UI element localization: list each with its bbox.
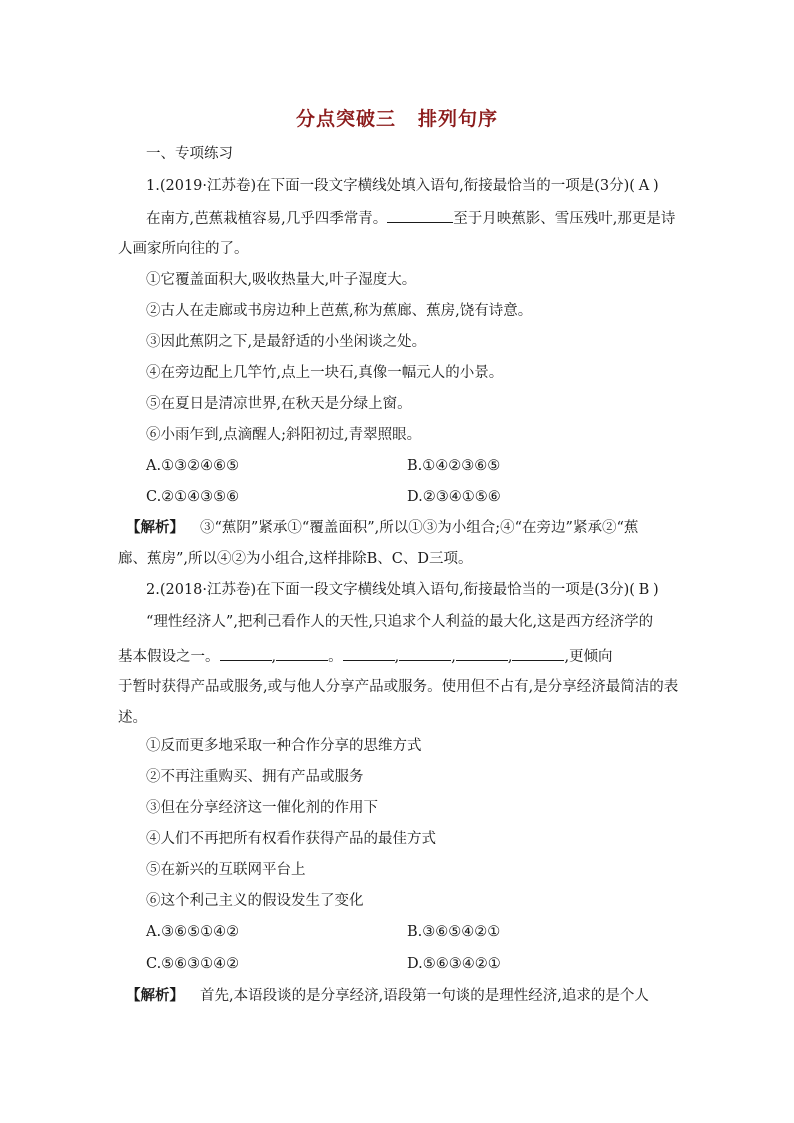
q2-passage-line4: 述。 <box>118 710 147 726</box>
q2-item: ④人们不再把所有权看作获得产品的最佳方式 <box>146 831 436 847</box>
q2-blank-2 <box>276 646 328 661</box>
q1-analysis-line1: 【解析】 ③“蕉阴”紧承①“覆盖面积”,所以①③为小组合;④“在旁边”紧承②“蕉 <box>126 519 639 536</box>
q1-item: ⑤在夏日是清凉世界,在秋天是分绿上窗。 <box>146 396 412 412</box>
q1-stem: 1.(2019·江苏卷)在下面一段文字横线处填入语句,衔接最恰当的一项是(3分)( A ) <box>146 178 659 194</box>
q2-blank-1 <box>220 646 272 661</box>
q1-item: ④在旁边配上几竿竹,点上一块石,真像一幅元人的小景。 <box>146 365 504 381</box>
page-title <box>0 104 794 131</box>
q2-blank-5 <box>456 646 508 661</box>
q2-passage-line1: “理性经济人”,把利己看作人的天性,只追求个人利益的最大化,这是西方经济学的 <box>146 614 654 630</box>
q2-item: ⑥这个利己主义的假设发生了变化 <box>146 893 364 909</box>
q2-option-d: D.⑤⑥③④②① <box>407 956 501 972</box>
title-part1: 分点突破三 <box>295 108 396 130</box>
q1-answer: A <box>638 178 650 194</box>
q1-option-b: B.①④②③⑥⑤ <box>407 458 501 474</box>
q2-blank-3 <box>343 646 395 661</box>
q2-option-c: C.⑤⑥③①④② <box>146 956 240 972</box>
q1-option-c: C.②①④③⑤⑥ <box>146 489 240 505</box>
q2-item: ②不再注重购买、拥有产品或服务 <box>146 769 364 785</box>
q2-answer: B <box>638 582 650 598</box>
q2-analysis-line1: 【解析】 首先,本语段谈的是分享经济,语段第一句谈的是理性经济,追求的是个人 <box>126 987 649 1004</box>
q1-option-a: A.①③②④⑥⑤ <box>146 458 240 474</box>
title-part2: 排列句序 <box>418 108 499 130</box>
q1-analysis-line2: 廊、蕉房”,所以④②为小组合,这样排除B、C、D三项。 <box>118 551 473 567</box>
section-heading: 一、专项练习 <box>146 146 233 162</box>
q1-item: ⑥小雨乍到,点滴醒人;斜阳初过,青翠照眼。 <box>146 427 422 443</box>
q2-item: ③但在分享经济这一催化剂的作用下 <box>146 800 378 816</box>
q2-option-a: A.③⑥⑤①④② <box>146 924 240 940</box>
q1-item: ③因此蕉阴之下,是最舒适的小坐闲谈之处。 <box>146 334 427 350</box>
q1-analysis-label: 【解析】 <box>126 519 184 536</box>
q2-stem: 2.(2018·江苏卷)在下面一段文字横线处填入语句,衔接最恰当的一项是(3分)( B ) <box>146 582 659 598</box>
q2-analysis-label: 【解析】 <box>126 987 184 1004</box>
q1-option-d: D.②③④①⑤⑥ <box>407 489 501 505</box>
q1-passage-line2: 人画家所向往的了。 <box>118 241 249 257</box>
q2-passage-line3: 于暂时获得产品或服务,或与他人分享产品或服务。使用但不占有,是分享经济最简洁的表 <box>118 679 679 695</box>
q2-blank-4 <box>399 646 451 661</box>
q1-passage-line1: 在南方,芭蕉栽植容易,几乎四季常青。 至于月映蕉影、雪压残叶,那更是诗 <box>146 208 675 229</box>
q2-blank-6 <box>512 646 564 661</box>
q2-item: ⑤在新兴的互联网平台上 <box>146 862 306 878</box>
q2-passage-line2: 基本假设之一。 , 。 , , , ,更倾向 <box>118 646 613 667</box>
q1-item: ②古人在走廊或书房边种上芭蕉,称为蕉廊、蕉房,饶有诗意。 <box>146 303 533 319</box>
q2-option-b: B.③⑥⑤④②① <box>407 924 501 940</box>
q2-item: ①反而更多地采取一种合作分享的思维方式 <box>146 738 422 754</box>
q1-item: ①它覆盖面积大,吸收热量大,叶子湿度大。 <box>146 272 417 288</box>
q1-fill-blank <box>387 208 453 223</box>
